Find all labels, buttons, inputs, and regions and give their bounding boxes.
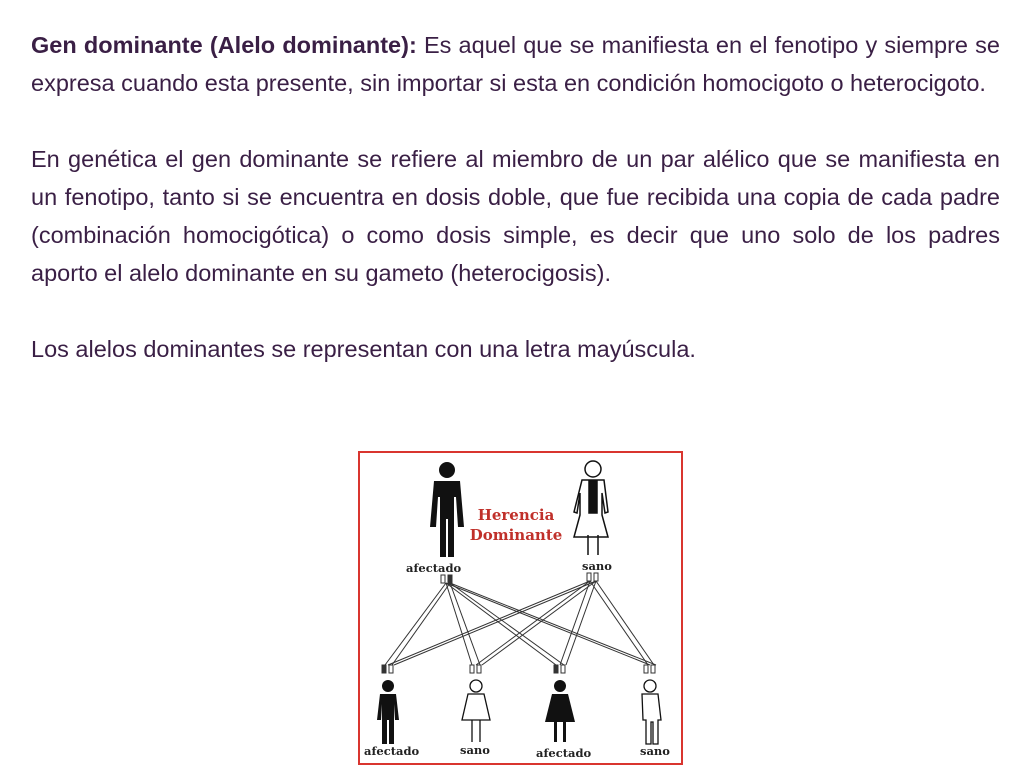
father-affected-figure bbox=[430, 462, 464, 557]
label-mother: sano bbox=[582, 559, 612, 573]
slide-text bbox=[31, 26, 1000, 368]
diagram-title-line1: Herencia bbox=[477, 506, 555, 524]
term-heading: Gen dominante (Alelo dominante): bbox=[31, 32, 417, 58]
diagram-title bbox=[460, 505, 572, 545]
definition-text: Es aquel que se manifiesta en el fenotipo y siempre se expresa cuando esta presente, sin importar si esta en condición homocigoto o heterocigoto. bbox=[31, 32, 1000, 96]
mother-healthy-figure bbox=[574, 461, 608, 555]
child3-affected-figure bbox=[545, 680, 575, 742]
child2-healthy-figure bbox=[462, 680, 490, 742]
diagram-title-line2: Dominante bbox=[469, 526, 563, 544]
child1-affected-figure bbox=[377, 680, 399, 744]
paragraph-notation: Los alelos dominantes se representan con una letra mayúscula. bbox=[31, 336, 696, 362]
inheritance-lines bbox=[385, 581, 656, 665]
child4-healthy-figure bbox=[642, 680, 661, 744]
paragraph-genetics: En genética el gen dominante se refiere al miembro de un par alélico que se manifiesta en un fenotipo, tanto si se encuentra en dosis doble, que fue recibida una copia de cada padre (combinación homocigótica) o como dosis simple, es decir que uno solo de los padres aporto el alelo dominante en su gameto (heterocigosis). bbox=[31, 146, 1000, 286]
parent-alleles bbox=[441, 573, 598, 583]
label-child-4: sano bbox=[640, 744, 670, 758]
inheritance-diagram bbox=[358, 451, 683, 765]
children-alleles bbox=[382, 665, 655, 673]
label-child-2: sano bbox=[460, 743, 490, 757]
label-child-1: afectado bbox=[364, 744, 420, 758]
label-father: afectado bbox=[406, 561, 462, 575]
inheritance-drawing bbox=[360, 453, 681, 763]
label-child-3: afectado bbox=[536, 746, 592, 760]
paragraph-definition bbox=[31, 26, 1000, 102]
